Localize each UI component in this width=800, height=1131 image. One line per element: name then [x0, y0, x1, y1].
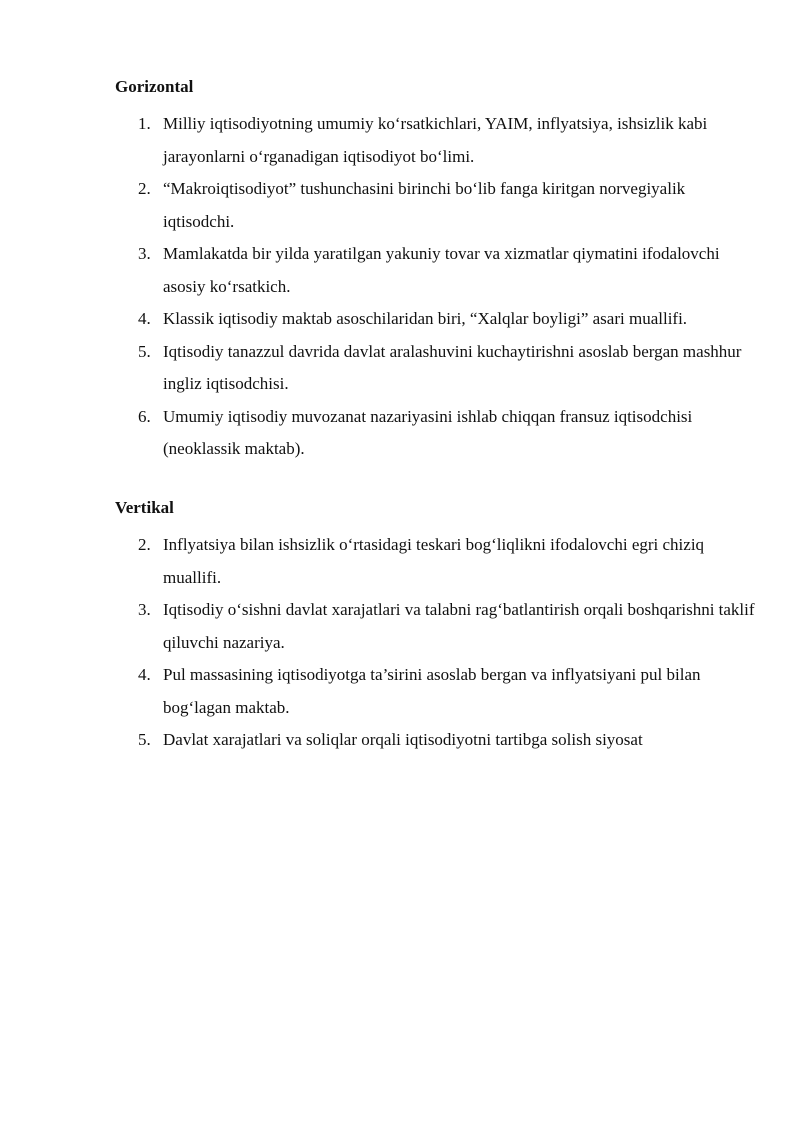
clue-item — [115, 173, 755, 238]
clue-text: Inflyatsiya bilan ishsizlik o‘rtasidagi teskari bog‘liqlikni ifodalovchi egri chiziq muallifi. — [163, 535, 705, 587]
clue-text: Iqtisodiy tanazzul davrida davlat aralashuvini kuchaytirishni asoslab bergan mashhur ingliz iqtisodchisi. — [163, 341, 742, 393]
clue-item — [115, 108, 755, 173]
clue-item — [115, 336, 755, 401]
clue-text: Klassik iqtisodiy maktab asoschilaridan biri, “Xalqlar boyligi” asari muallifi. — [163, 309, 688, 328]
clue-number: 4. — [138, 309, 151, 328]
clue-text: Pul massasining iqtisodiyotga ta’sirini asoslab bergan va inflyatsiyani pul bilan bog‘lagan maktab. — [163, 665, 701, 717]
clue-number: 6. — [138, 406, 151, 426]
clue-number: 5. — [138, 730, 151, 749]
clue-item — [115, 303, 755, 336]
clue-number: 5. — [138, 341, 151, 361]
section-vertikal — [115, 497, 755, 757]
clue-list-vertikal — [115, 529, 755, 757]
section-heading-vertikal: Vertikal — [115, 498, 174, 517]
clue-text: Davlat xarajatlari va soliqlar orqali iqtisodiyotni tartibga solish siyosat — [163, 730, 643, 749]
clue-text: “Makroiqtisodiyot” tushunchasini birinchi bo‘lib fanga kiritgan norvegiyalik iqtisodchi. — [163, 179, 686, 231]
clue-item — [115, 401, 755, 466]
clue-text: Mamlakatda bir yilda yaratilgan yakuniy tovar va xizmatlar qiymatini ifodalovchi asosiy ko‘rsatkich. — [163, 244, 720, 296]
clue-number: 1. — [138, 114, 151, 133]
clue-text: Umumiy iqtisodiy muvozanat nazariyasini ishlab chiqqan fransuz iqtisodchisi (neoklassik maktab). — [163, 406, 693, 458]
clue-number: 2. — [138, 535, 151, 554]
clue-text: Milliy iqtisodiyotning umumiy ko‘rsatkichlari, YAIM, inflyatsiya, ishsizlik kabi jarayonlarni o‘rganadigan iqtisodiyot bo‘limi. — [163, 114, 708, 166]
clue-number: 3. — [138, 600, 151, 619]
clue-item — [115, 724, 755, 757]
clue-number: 2. — [138, 179, 151, 198]
clue-item — [115, 594, 755, 659]
section-heading-gorizontal: Gorizontal — [115, 77, 194, 96]
clue-item — [115, 529, 755, 594]
clue-number: 4. — [138, 665, 151, 684]
clue-item — [115, 659, 755, 724]
clue-number: 3. — [138, 244, 151, 263]
clue-item — [115, 238, 755, 303]
section-gorizontal — [115, 76, 755, 466]
clue-text: Iqtisodiy o‘sishni davlat xarajatlari va talabni rag‘batlantirish orqali boshqarishni taklif qiluvchi nazariya. — [163, 600, 755, 652]
clue-list-gorizontal — [115, 108, 755, 466]
